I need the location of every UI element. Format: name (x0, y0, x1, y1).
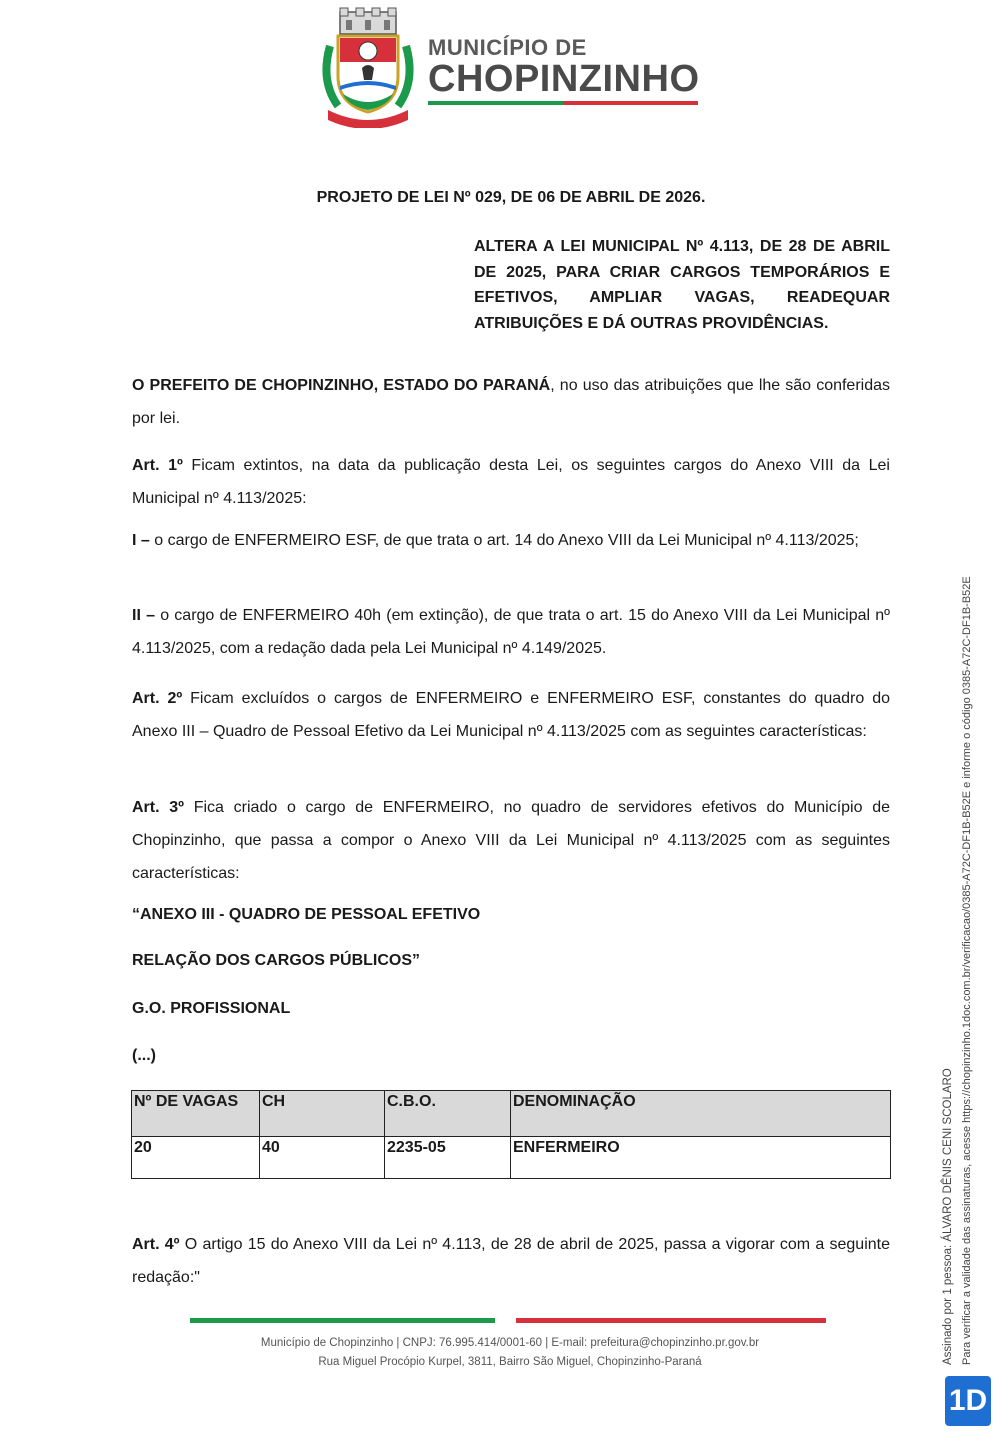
footer-address: Rua Miguel Procópio Kurpel, 3811, Bairro São Miguel, Chopinzinho-Paraná (318, 1356, 702, 1368)
ellipsis: (...) (132, 1047, 156, 1064)
article-4 (132, 1228, 890, 1294)
article-2-label: Art. 2º (132, 690, 183, 707)
signature-signer: Assinado por 1 pessoa: ÁLVARO DÊNIS CENI SCOLARO (942, 1068, 954, 1365)
footer-green-line (190, 1318, 495, 1323)
inciso-1-label: I – (132, 532, 150, 549)
1doc-logo[interactable]: 1D (945, 1376, 991, 1426)
table-header-cell: CH (260, 1091, 385, 1137)
table-header-row (132, 1091, 891, 1137)
preamble (132, 369, 890, 435)
article-4-text: O artigo 15 do Anexo VIII da Lei nº 4.113, de 28 de abril de 2025, passa a vigorar com a seguinte redação:" (132, 1236, 890, 1286)
article-3 (132, 791, 890, 890)
table-header-cell: Nº DE VAGAS (132, 1091, 260, 1137)
table-header-cell: C.B.O. (385, 1091, 511, 1137)
document-ementa: ALTERA A LEI MUNICIPAL Nº 4.113, DE 28 DE ABRIL DE 2025, PARA CRIAR CARGOS TEMPORÁRIOS E EFETIVOS, AMPLIAR VAGAS, READEQUAR ATRIBUIÇÕES E DÁ OUTRAS PROVIDÊNCIAS. (474, 238, 890, 332)
inciso-1-text: o cargo de ENFERMEIRO ESF, de que trata o art. 14 do Anexo VIII da Lei Municipal nº 4.113/2025; (149, 532, 859, 549)
positions-table (131, 1090, 891, 1179)
inciso-2 (132, 599, 890, 665)
positions-heading: RELAÇÃO DOS CARGOS PÚBLICOS” (132, 952, 421, 969)
inciso-2-label: II – (132, 607, 155, 624)
preamble-bold: O PREFEITO DE CHOPINZINHO, ESTADO DO PARANÁ (132, 377, 551, 394)
table-cell: ENFERMEIRO (511, 1137, 891, 1179)
document-title: PROJETO DE LEI Nº 029, DE 06 DE ABRIL DE 2026. (316, 189, 706, 206)
inciso-2-text: o cargo de ENFERMEIRO 40h (em extinção), de que trata o art. 15 do Anexo VIII da Lei Municipal nº 4.113/2025, com a redação dada pela Lei Municipal nº 4.149/2025. (132, 607, 891, 657)
article-3-text: Fica criado o cargo de ENFERMEIRO, no quadro de servidores efetivos do Município de Chopinzinho, que passa a compor o Anexo VIII da Lei Municipal nº 4.113/2025 com as seguintes características: (132, 799, 890, 882)
signature-verification: Para verificar a validade das assinaturas, acesse https://chopinzinho.1doc.com.br/verificacao/0385-A72C-DF1B-B52E e informe o código 0385-A72C-DF1B-B52E (961, 576, 973, 1365)
article-4-label: Art. 4º (132, 1236, 180, 1253)
inciso-1 (132, 524, 890, 557)
table-cell: 2235-05 (385, 1137, 511, 1179)
brand-underline (428, 101, 698, 105)
footer-contact: Município de Chopinzinho | CNPJ: 76.995.414/0001-60 | E-mail: prefeitura@chopinzinho.pr.gov.br (260, 1337, 760, 1349)
article-2 (132, 682, 890, 748)
article-1-text: Ficam extintos, na data da publicação desta Lei, os seguintes cargos do Anexo VIII da Lei Municipal nº 4.113/2025: (132, 457, 890, 507)
article-1 (132, 449, 890, 515)
table-cell: 40 (260, 1137, 385, 1179)
table-header-cell: DENOMINAÇÃO (511, 1091, 891, 1137)
municipal-crest (318, 6, 418, 128)
crest-graphic (318, 6, 418, 128)
annex-heading: “ANEXO III - QUADRO DE PESSOAL EFETIVO (132, 906, 481, 923)
article-1-label: Art. 1º (132, 457, 183, 474)
brand-subtitle: MUNICÍPIO DE (428, 35, 587, 60)
article-3-label: Art. 3º (132, 799, 185, 816)
table-row (132, 1137, 891, 1179)
brand-title: CHOPINZINHO (428, 58, 700, 100)
footer-red-line (516, 1318, 826, 1323)
table-cell: 20 (132, 1137, 260, 1179)
municipality-brand (428, 36, 700, 105)
occupational-group-heading: G.O. PROFISSIONAL (132, 1000, 291, 1017)
article-2-text: Ficam excluídos o cargos de ENFERMEIRO e ENFERMEIRO ESF, constantes do quadro do Anexo III – Quadro de Pessoal Efetivo da Lei Municipal nº 4.113/2025 com as seguintes características: (132, 690, 891, 740)
preamble-text: , no uso das atribuições que lhe são conferidas por lei. (132, 377, 891, 427)
